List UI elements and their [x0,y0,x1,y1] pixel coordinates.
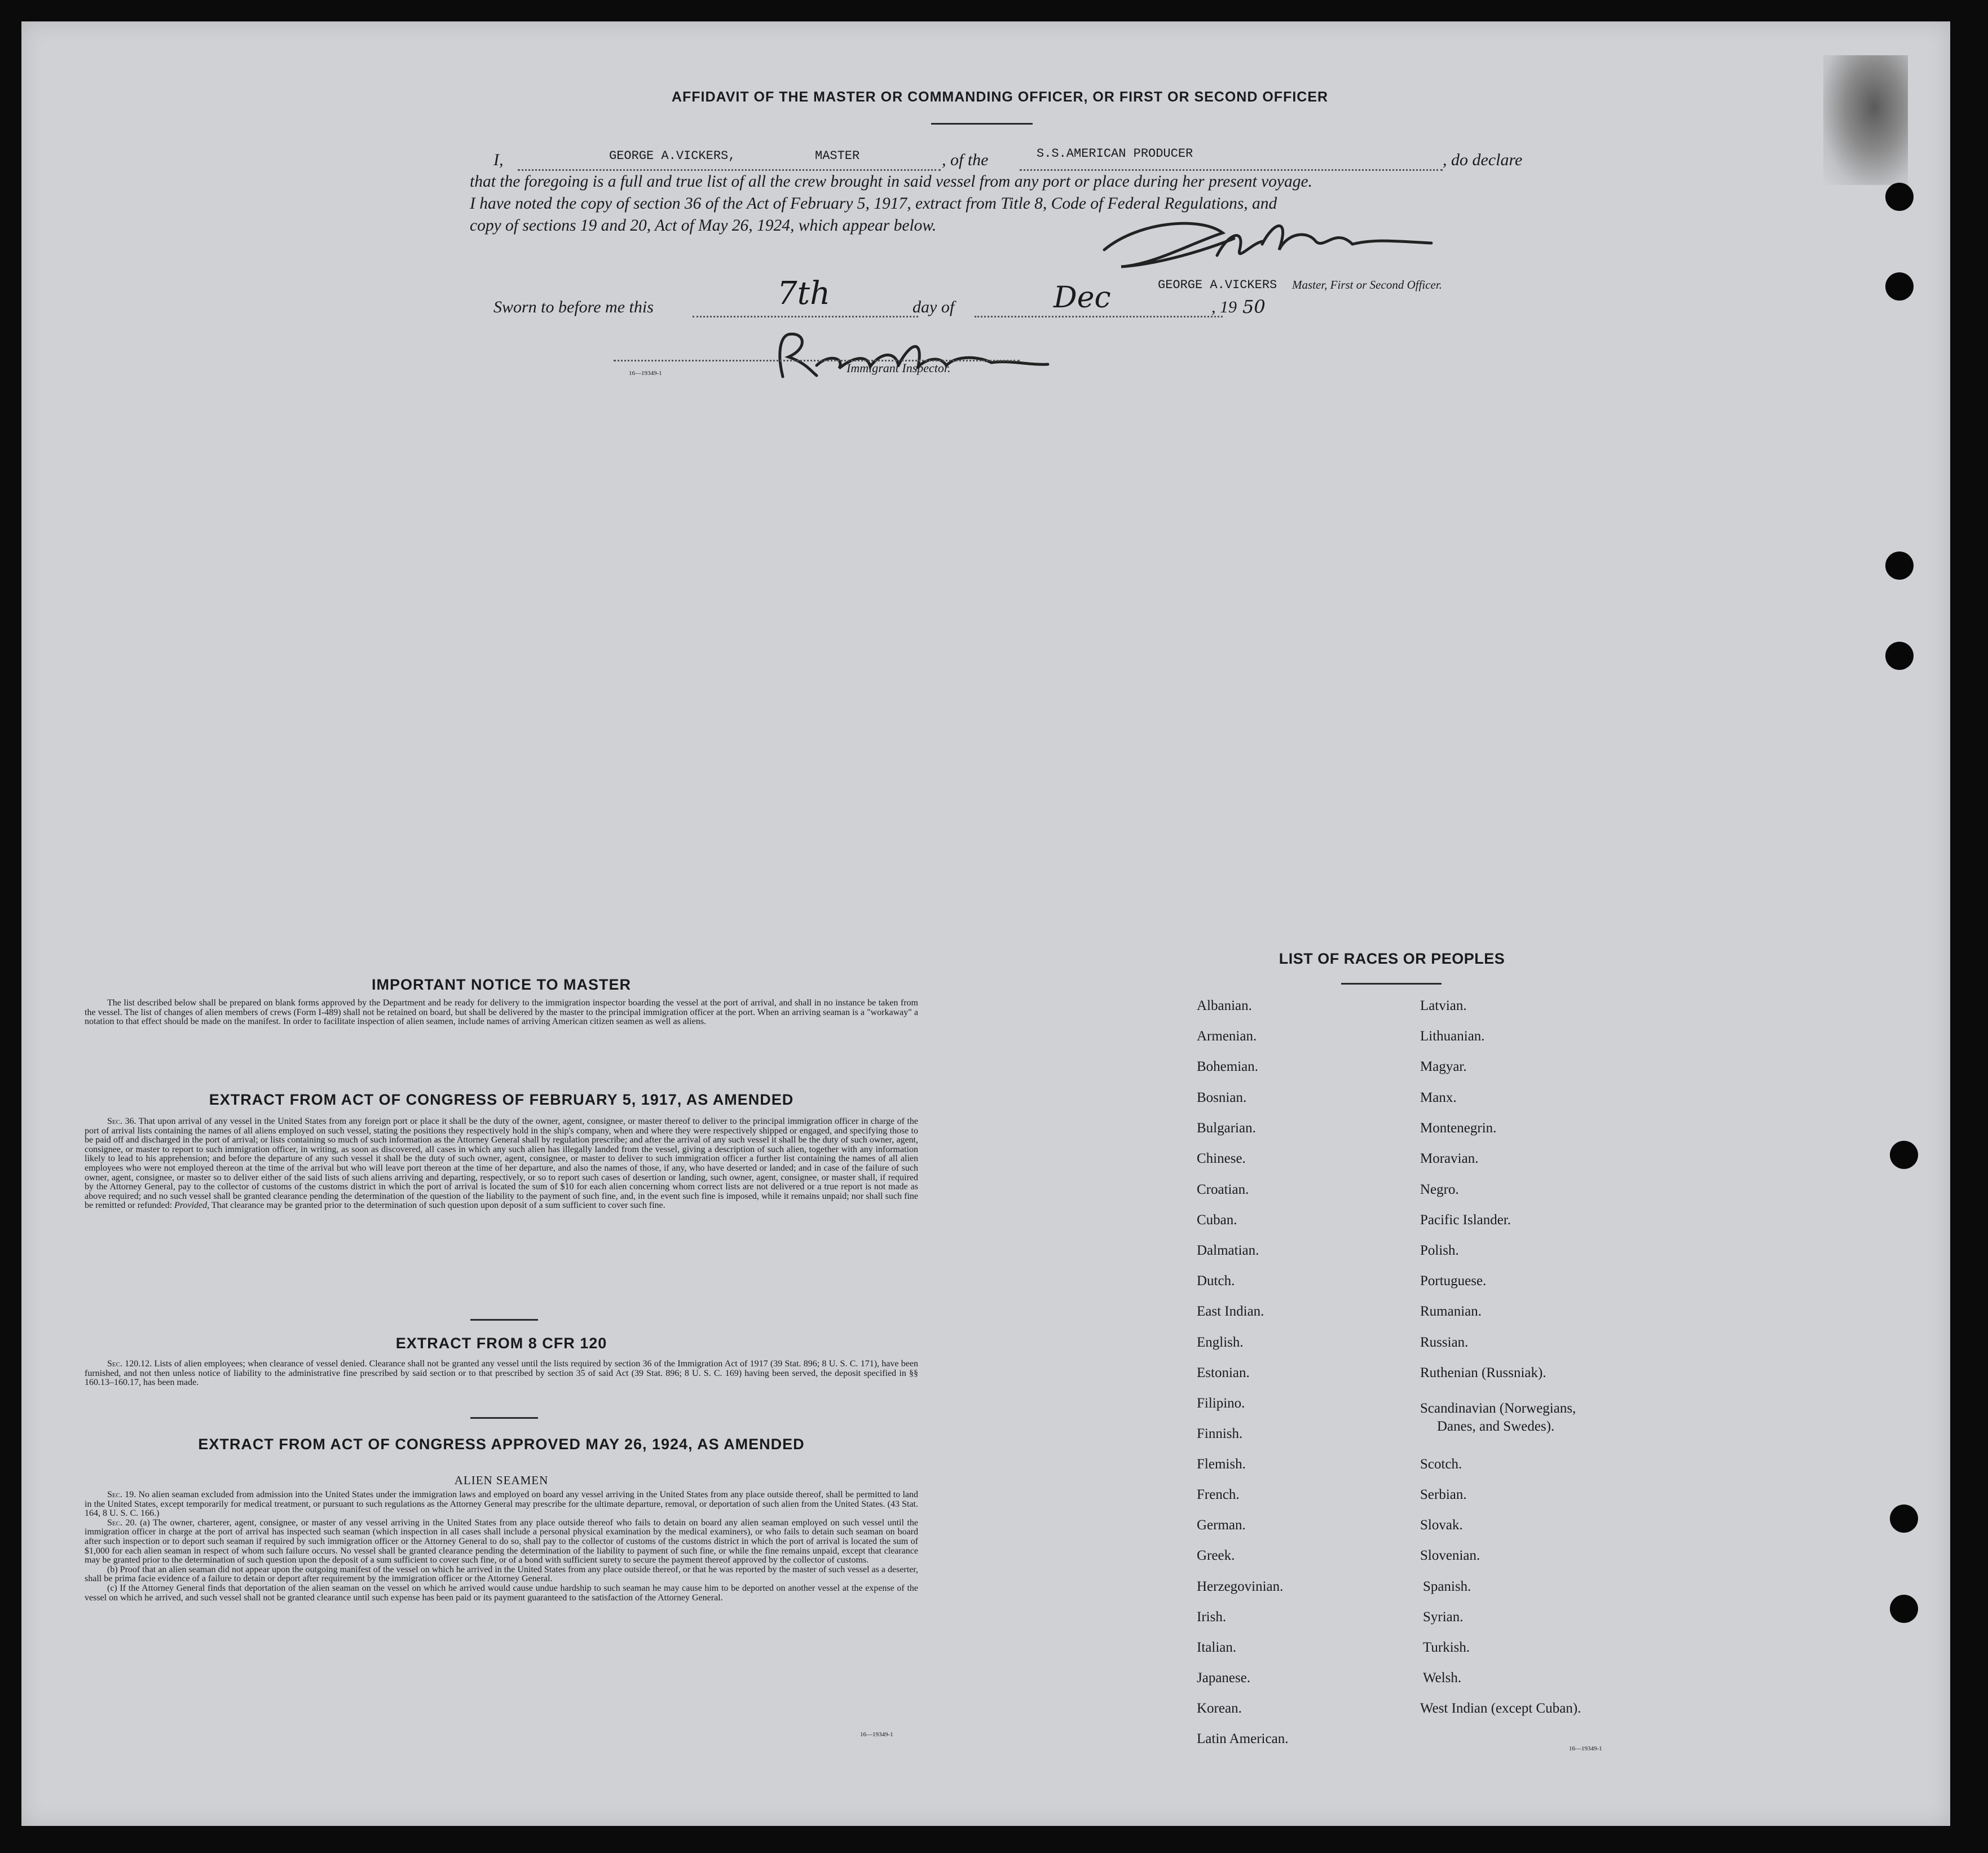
divider-1 [470,1319,538,1321]
race-syrian: Syrian. [1423,1609,1464,1625]
race-turkish: Turkish. [1423,1640,1470,1655]
race-albanian: Albanian. [1197,998,1252,1013]
race-moravian: Moravian. [1420,1151,1479,1166]
extract-1917-text [85,1117,918,1211]
race-estonian: Estonian. [1197,1365,1250,1380]
of-the-label: , of the [942,151,989,169]
race-english: English. [1197,1335,1244,1350]
section-20-label: Sec. 20. [107,1517,137,1528]
affidavit-title: AFFIDAVIT OF THE MASTER OR COMMANDING OFFICER, OR FIRST OR SECOND OFFICER [671,89,1329,105]
extract-1924-text [85,1490,918,1603]
affidavit-form-number: 16—19349-1 [629,370,662,377]
section-120-12-body: Lists of alien employees; when clearance of vessel denied. Clearance shall not be granted any vessel until the lists required by section 36 of the Immigration Act of 1917 (39 Stat. 896; 8 U. S. C. 171), have been furnished, and not then unless notice of liability to the administrative fine prescribed by said section or to that prescribed by section 35 of said Act (39 Stat. 896; 8 U. S. C. 169) having been served, the deposit specified in §§ 160.13–160.17, has been made. [85,1359,919,1388]
binder-hole-2 [1885,272,1914,301]
race-korean: Korean. [1197,1701,1242,1716]
race-slovak: Slovak. [1420,1517,1463,1533]
race-flemish: Flemish. [1197,1457,1246,1472]
title-underline [931,123,1033,125]
declarant-name: GEORGE A.VICKERS, [609,149,736,163]
race-scotch: Scotch. [1420,1457,1462,1472]
race-finnish: Finnish. [1197,1426,1243,1441]
section-19-body: No alien seaman excluded from admission into the United States under the immigration laws and employed on board any vessel arriving in the United States from any place outside thereof, shall be permitted to land in the United States, except temporarily for medical treatment, or pursuant to such regulations as the Attorney General may prescribe for the ultimate departure, removal, or deportation of such alien from the United States. (43 Stat. 164, 8 U. S. C. 166.) [85,1490,918,1519]
torn-corner [1823,55,1908,185]
race-dutch: Dutch. [1197,1273,1235,1289]
signer-typed-name: GEORGE A.VICKERS [1158,278,1277,292]
binder-hole-6 [1890,1505,1918,1533]
section-36-body: That upon arrival of any vessel in the United States from any foreign port or place it shall be the duty of the owner, agent, consignee, or master thereof to deliver to the principal immigration officer in charge of the port of arrival lists containing the names of all aliens employed on such vessel, stating the positions they respectively hold in the ship's company, when and where they were respectively shipped or engaged, and specifying those to be paid off and discharged in the port of arrival; or lists containing so much of such information as the Attorney General shall by regulation prescribe; and after the arrival of any such vessel it shall be the duty of such owner, agent, consignee, or master to report to such immigration officer, in writing, as soon as discovered, all cases in which any such alien has illegally landed from the vessel, giving a description of such alien, together with any information likely to lead to his apprehension; and before the departure of any such vessel it shall be the duty of such owner, agent, consignee, or master to deliver to such immigration officer a further list containing the names of all alien employees who were not employed thereon at the time of the arrival but who will leave port thereon at the time of her departure, and also the names of those, if any, who have deserted or landed; and in case of the failure of such owner, agent, consignee, or master so to deliver either of the said lists of such aliens arriving and departing, respectively, or so to report such cases of desertion or landing, such owner, agent, consignee, or master shall, if required by the Attorney General, pay to the collector of customs of the customs district in which the port of arrival is located the sum of $10 for each alien concerning whom correct lists are not delivered or a true report is not made as above required; and no such vessel shall be granted clearance pending the determination of the question of the liability to the payment of such fine, and, in the event such fine is imposed, while it remains unpaid; nor shall such fine be remitted or refunded: [85,1117,918,1211]
binder-hole-1 [1885,183,1914,211]
declarant-field-line [518,169,941,171]
race-polish: Polish. [1420,1243,1459,1258]
section-19-label: Sec. 19. [107,1490,136,1499]
binder-hole-3 [1885,552,1914,580]
notice-title: IMPORTANT NOTICE TO MASTER [372,976,631,993]
race-bosnian: Bosnian. [1197,1090,1247,1105]
extract-1917-title: EXTRACT FROM ACT OF CONGRESS OF FEBRUARY 5, 1917, AS AMENDED [209,1091,794,1108]
inspector-field-line [614,360,1020,361]
race-spanish: Spanish. [1423,1579,1471,1594]
declarant-rank: MASTER [815,149,860,163]
signer-role: Master, First or Second Officer. [1292,278,1442,292]
races-title: LIST OF RACES OR PEOPLES [1279,950,1505,967]
race-welsh: Welsh. [1423,1670,1462,1686]
races-title-underline [1341,983,1442,985]
section-20a-body: (a) The owner, charterer, agent, consignee, or master of any vessel arriving in the United States from any place outside thereof who fails to detain on board any alien seaman employed on such vessel until the immigration officer in charge at the port of arrival has inspected such seaman (which inspection in all cases shall include a personal physical examination by the medical examiners), or who fails to detain such seaman on board after such inspection or to deport such seaman if required by such immigration officer or the Attorney General to do so, shall pay to the collector of customs of the customs district in which the port of arrival is located the sum of $1,000 for each alien seaman in respect of whom such failure occurs. No vessel shall be granted clearance pending the determination of the liability to payment of such fine, or while the fine remains unpaid, except that clearance may be granted prior to the determination of such question upon the deposit of a sum sufficient to cover such fine, or of a bond with sufficient surety to secure the payment thereof approved by the collector of customs. [85,1517,919,1565]
document-page [21,21,1950,1826]
master-signature [1093,210,1454,284]
section-20b: (b) Proof that an alien seaman did not appear upon the outgoing manifest of the vessel on which he arrived in the United States from any place outside thereof, or that he was reported by the master of such vessel as a deserter, shall be prima facie evidence of a failure to detain or deport after requirement by the immigration officer or the Attorney General. [85,1564,918,1584]
race-montenegrin: Montenegrin. [1420,1120,1497,1136]
proviso-body: That clearance may be granted prior to the determination of such question upon deposit of a sum sufficient to cover such fine. [211,1201,665,1211]
race-greek: Greek. [1197,1548,1235,1563]
i-label: I, [493,151,504,169]
section-19 [85,1490,918,1519]
race-chinese: Chinese. [1197,1151,1246,1166]
race-portuguese: Portuguese. [1420,1273,1487,1289]
race-italian: Italian. [1197,1640,1237,1655]
vessel-name: S.S.AMERICAN PRODUCER [1037,147,1193,161]
day-of-label: day of [913,298,955,316]
section-20c: (c) If the Attorney General finds that deportation of the alien seaman on the vessel on which he arrived would cause undue hardship to such seaman he may cause him to be deported on another vessel at the expense of the vessel on which he arrived, and such vessel shall not be granted clearance until such expense has been paid or its payment guaranteed to the satisfaction of the Attorney General. [85,1583,918,1603]
race-negro: Negro. [1420,1182,1459,1197]
extract-cfr-text [85,1360,918,1388]
vessel-field-line [1020,169,1443,171]
section-120-12-label: Sec. 120.12. [107,1359,152,1369]
year-prefix: , 19 [1211,298,1237,316]
race-german: German. [1197,1517,1246,1533]
race-herzegovinian: Herzegovinian. [1197,1579,1284,1594]
race-serbian: Serbian. [1420,1487,1467,1502]
race-croatian: Croatian. [1197,1182,1249,1197]
sworn-day: 7th [777,275,831,312]
binder-hole-5 [1890,1141,1918,1169]
race-bohemian: Bohemian. [1197,1059,1259,1074]
year-suffix: 50 [1242,296,1266,317]
notice-body: The list described below shall be prepared on blank forms approved by the Department and be ready for delivery to the immigration inspector boarding the vessel at the port of arrival, and shall in no instance be taken from the vessel. The list of changes of alien members of crews (Form I-489) shall not be retained on board, but shall be delivered by the master to the principal immigration officer at the port. When an arriving seaman is a "workaway" a notation to that effect should be made on the manifest. In order to facilitate inspection of alien seamen, include names of arriving American citizen seamen as well as aliens. [85,998,918,1027]
race-ruthenian: Ruthenian (Russniak). [1420,1365,1546,1380]
race-manx: Manx. [1420,1090,1457,1105]
section-20a [85,1519,918,1565]
extract-1924-title: EXTRACT FROM ACT OF CONGRESS APPROVED MAY 26, 1924, AS AMENDED [198,1436,805,1453]
inspector-signature [755,326,1070,388]
inspector-label: Immigrant Inspector. [847,361,951,375]
race-east-indian: East Indian. [1197,1304,1264,1319]
affidavit-line-2: that the foregoing is a full and true list of all the crew brought in said vessel from any port or place during her present voyage. [470,173,1312,191]
race-west-indian: West Indian (except Cuban). [1420,1701,1581,1716]
races-form-number: 16—19349-1 [1569,1745,1602,1752]
section-36-label: Sec. 36. [107,1117,136,1126]
race-russian: Russian. [1420,1335,1469,1350]
race-dalmatian: Dalmatian. [1197,1243,1259,1258]
race-pacific-islander: Pacific Islander. [1420,1212,1511,1228]
race-rumanian: Rumanian. [1420,1304,1482,1319]
race-lithuanian: Lithuanian. [1420,1029,1485,1044]
binder-hole-7 [1890,1595,1918,1623]
month-field-line [975,316,1223,317]
proviso-label: Provided, [174,1201,210,1211]
affidavit-line-3: I have noted the copy of section 36 of the Act of February 5, 1917, extract from Title 8, Code of Federal Regulations, and [470,195,1277,213]
race-irish: Irish. [1197,1609,1227,1625]
do-declare-label: , do declare [1443,151,1523,169]
affidavit-line-4: copy of sections 19 and 20, Act of May 26, 1924, which appear below. [470,217,937,235]
race-scandinavian-cont: Danes, and Swedes). [1437,1419,1555,1434]
race-cuban: Cuban. [1197,1212,1237,1228]
race-latin-american: Latin American. [1197,1731,1289,1746]
race-magyar: Magyar. [1420,1059,1467,1074]
sworn-month: Dec [1053,281,1111,315]
extract-1924-subtitle: ALIEN SEAMEN [454,1473,549,1487]
notice-text [85,999,918,1027]
binder-hole-4 [1885,642,1914,670]
race-bulgarian: Bulgarian. [1197,1120,1256,1136]
race-slovenian: Slovenian. [1420,1548,1480,1563]
divider-2 [470,1417,538,1419]
race-french: French. [1197,1487,1240,1502]
race-japanese: Japanese. [1197,1670,1251,1686]
extract-cfr-title: EXTRACT FROM 8 CFR 120 [395,1335,607,1352]
race-armenian: Armenian. [1197,1029,1257,1044]
race-scandinavian: Scandinavian (Norwegians, [1420,1401,1576,1416]
race-latvian: Latvian. [1420,998,1467,1013]
race-filipino: Filipino. [1197,1396,1245,1411]
day-field-line [693,316,918,317]
sworn-label: Sworn to before me this [493,298,654,316]
extract-form-number: 16—19349-1 [860,1731,893,1738]
